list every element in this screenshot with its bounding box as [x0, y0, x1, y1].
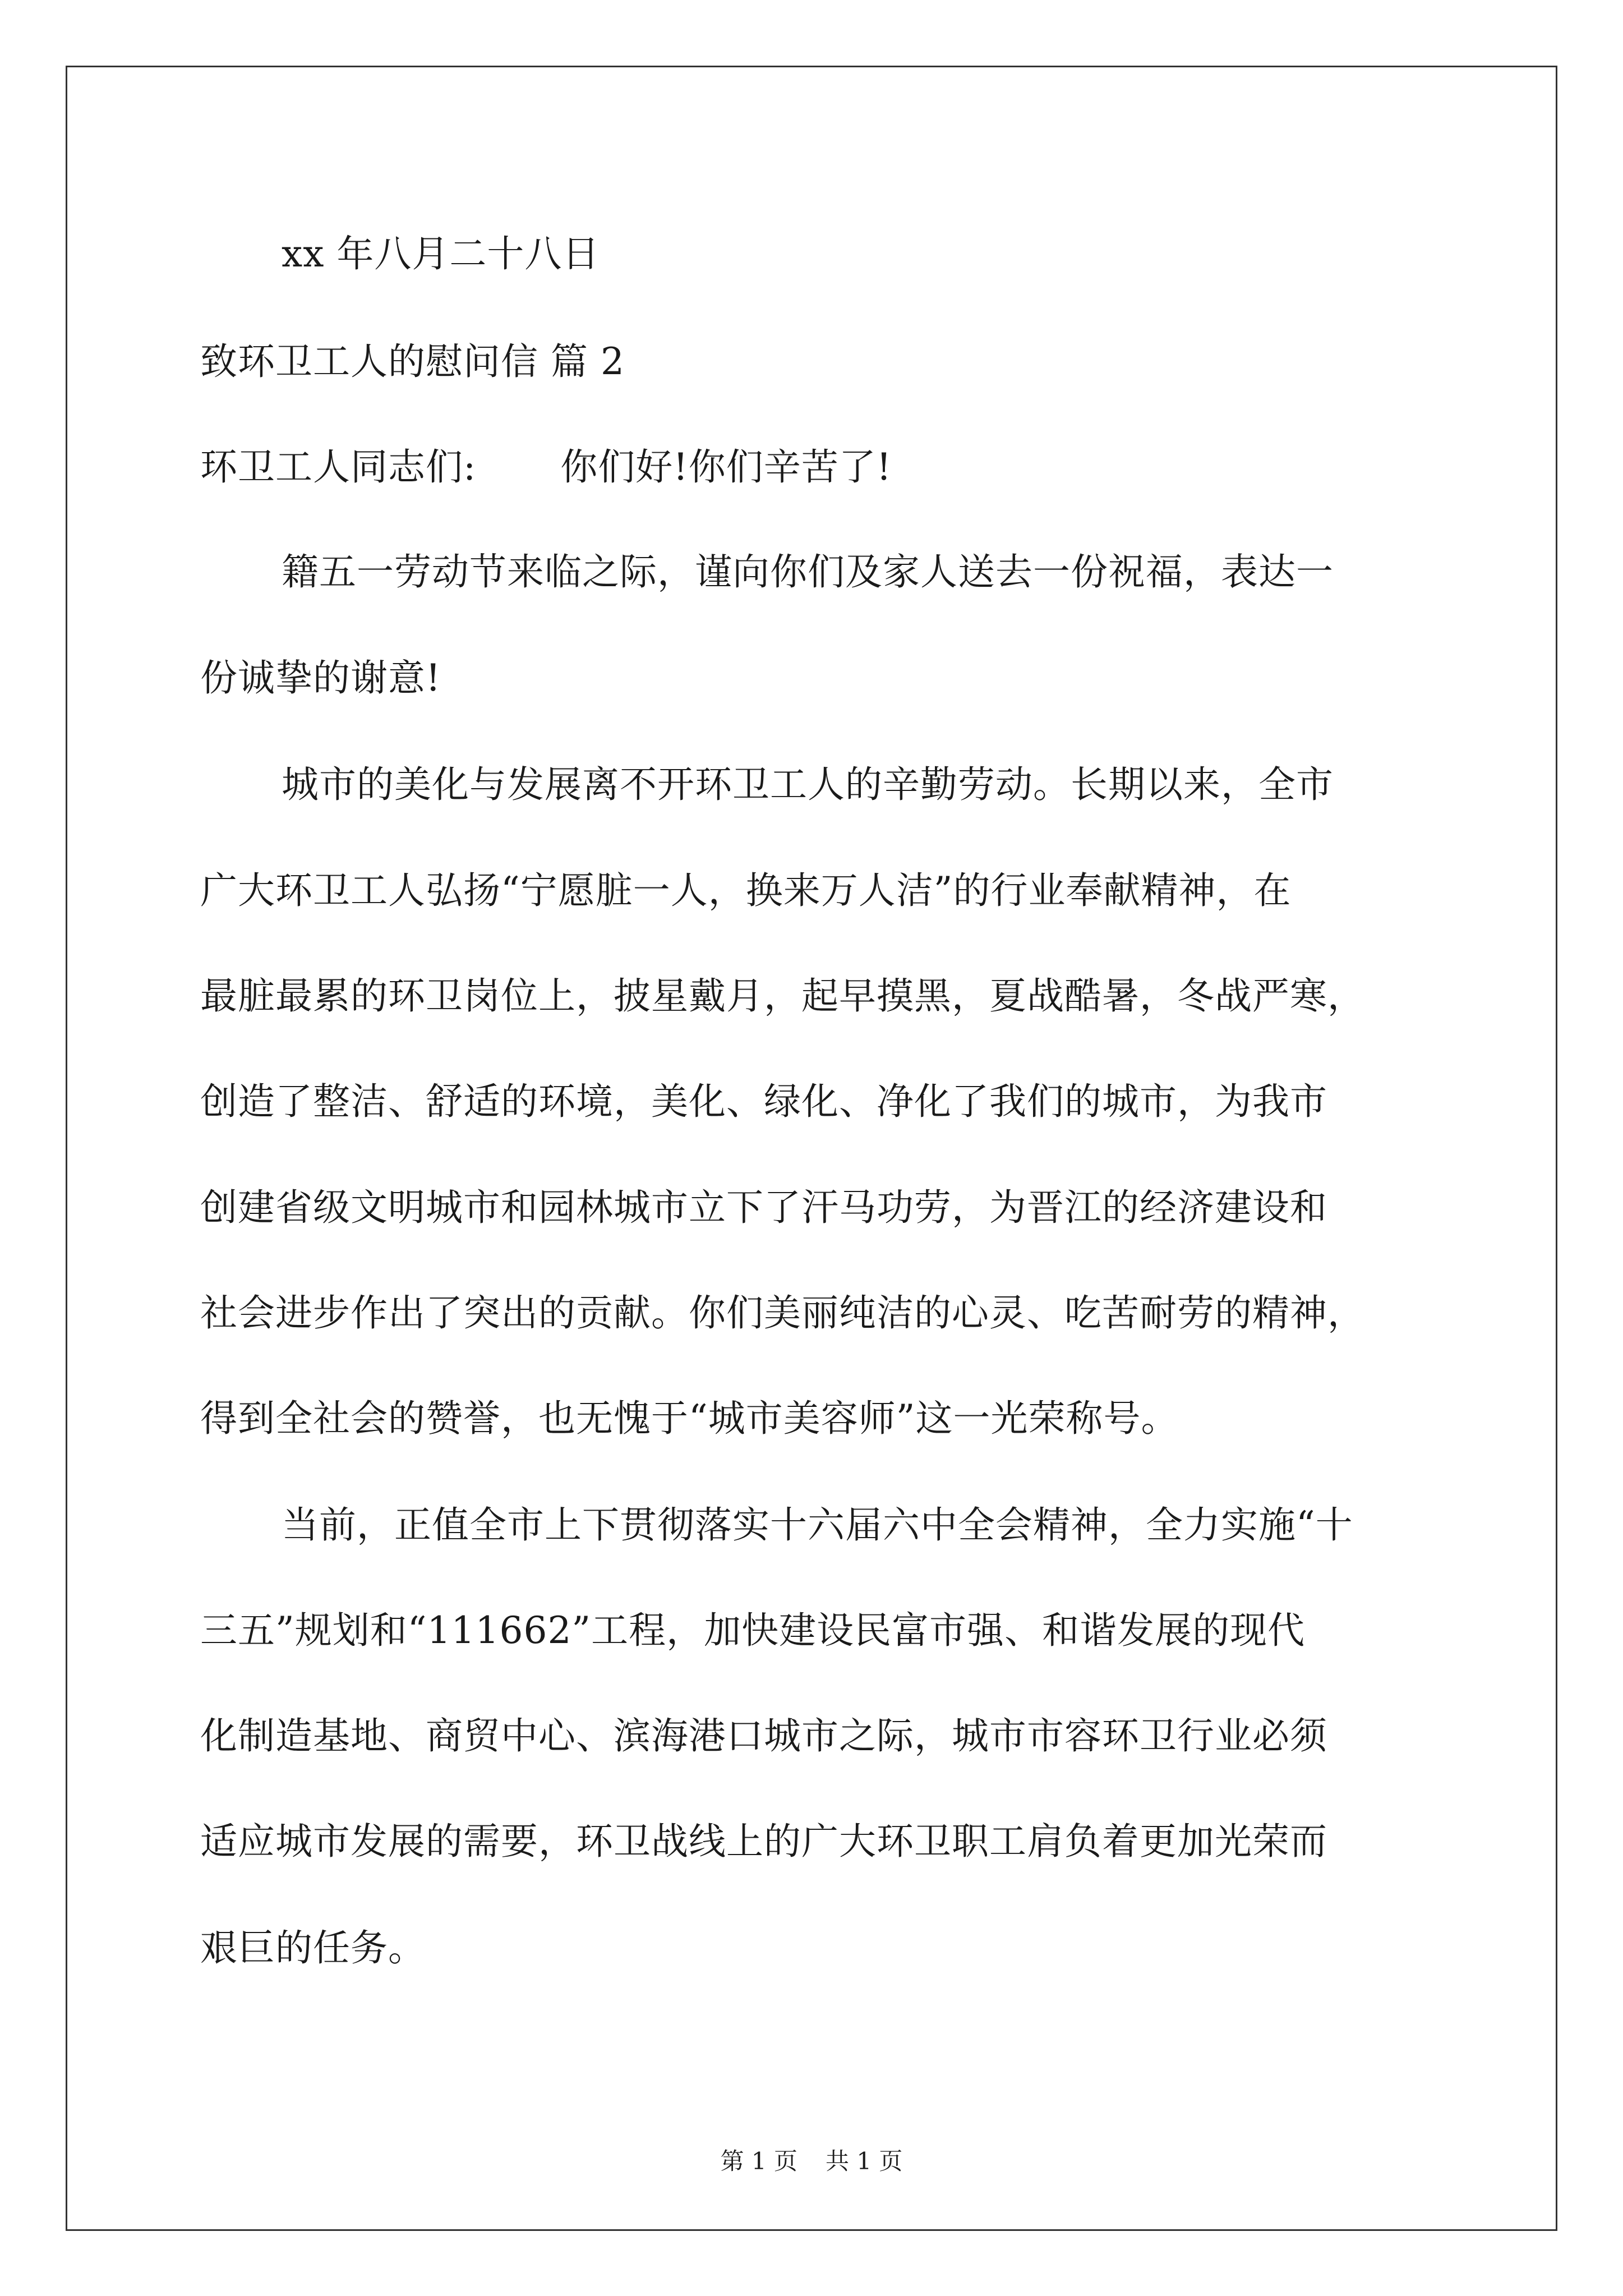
body-line: 创造了整洁、舒适的环境，美化、绿化、净化了我们的城市，为我市: [200, 1080, 1327, 1123]
body-line: 创建省级文明城市和园林城市立下了汗马功劳，为晋江的经济建设和: [200, 1186, 1327, 1229]
body-line: 化制造基地、商贸中心、滨海港口城市之际，城市市容环卫行业必须: [200, 1714, 1327, 1757]
body-line: 城市的美化与发展离不开环卫工人的辛勤劳动。长期以来，全市: [282, 763, 1334, 806]
page-number-current: 第 1 页: [720, 2147, 797, 2175]
greeting-line: [200, 445, 892, 489]
body-line: 籍五一劳动节来临之际，谨向你们及家人送去一份祝福，表达一: [282, 550, 1334, 593]
body-line: 艰巨的任务。: [200, 1926, 426, 1970]
greeting-wish: 你们好!你们辛苦了!: [560, 445, 892, 489]
document-title: 致环卫工人的慰问信 篇 2: [200, 340, 625, 383]
body-line: 最脏最累的环卫岗位上，披星戴月，起早摸黑，夏战酷暑，冬战严寒，: [200, 974, 1365, 1018]
body-line: 得到全社会的赞誉，也无愧于“城市美容师”这一光荣称号。: [200, 1397, 1179, 1440]
page-footer: [0, 2147, 1623, 2175]
salutation: 环卫工人同志们:: [200, 445, 477, 489]
body-line: 当前，正值全市上下贯彻落实十六届六中全会精神，全力实施“十: [282, 1503, 1353, 1547]
body-line: 三五”规划和“111662”工程，加快建设民富市强、和谐发展的现代: [200, 1609, 1306, 1652]
page-number-total: 共 1 页: [826, 2147, 903, 2175]
body-line: 适应城市发展的需要，环卫战线上的广大环卫职工肩负着更加光荣而: [200, 1820, 1327, 1863]
page-border: [66, 66, 1557, 2231]
date-line: xx 年八月二十八日: [282, 232, 600, 275]
body-line: 社会进步作出了突出的贡献。你们美丽纯洁的心灵、吃苦耐劳的精神，: [200, 1291, 1365, 1335]
body-line: 广大环卫工人弘扬“宁愿脏一人，换来万人洁”的行业奉献精神，在: [200, 869, 1292, 912]
body-line: 份诚挚的谢意!: [200, 656, 441, 700]
